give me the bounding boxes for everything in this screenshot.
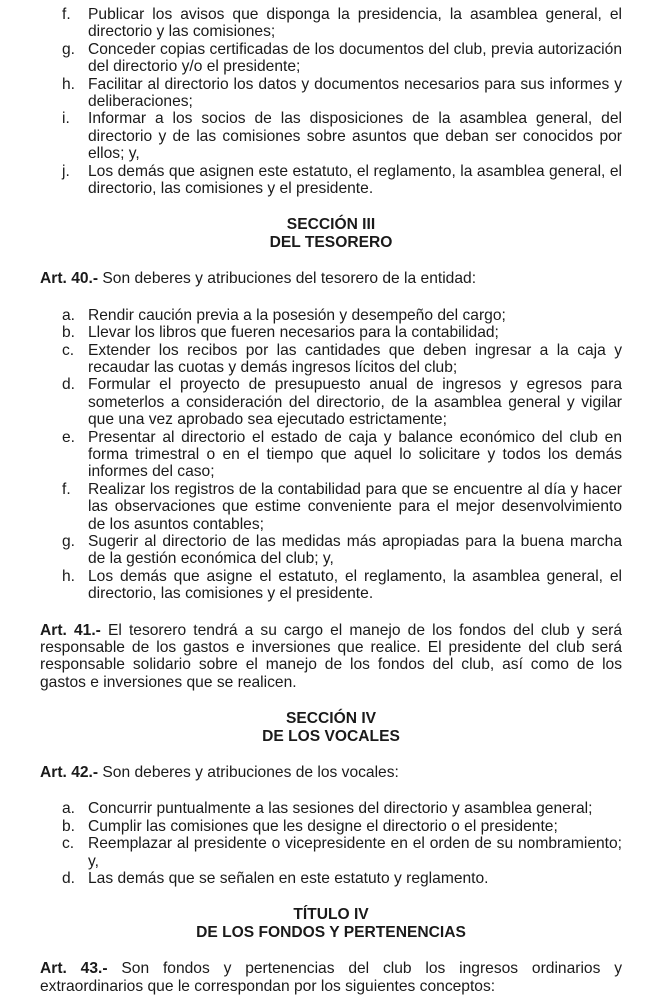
section-number: SECCIÓN IV [285,710,377,728]
article-text: El tesorero tendrá a su cargo el manejo de los fondos del club y será responsable de los gastos e inversiones que realice. El presidente del club será responsable solidario sobre el manejo de los fondos del club, así como de los gastos e inversiones que se realicen. [40,621,622,691]
list-item [40,481,622,533]
item-marker: c. [62,835,75,853]
title-heading [40,906,622,941]
item-text: Cumplir las comisiones que les designe el directorio o el presidente; [88,817,558,835]
title-name: DE LOS FONDOS Y PERTENENCIAS [196,923,466,941]
item-marker: h. [62,567,76,585]
article-label: Art. 43.- [40,960,108,978]
item-text: Realizar los registros de la contabilidad para que se encuentre al día y hacer las observaciones que estime conveniente para el mejor desenvolvimiento de los asuntos contables; [88,480,622,533]
item-marker: a. [62,800,76,818]
list-item [40,835,622,870]
item-marker: g. [62,40,76,58]
item-text: Reemplazar al presidente o vicepresidente en el orden de su nombramiento; y, [88,835,622,870]
item-marker: e. [62,428,76,446]
item-marker: d. [62,870,76,888]
section-title: DE LOS VOCALES [262,727,400,745]
item-text: Rendir caución previa a la posesión y desempeño del cargo; [88,306,506,324]
item-marker: i. [62,110,70,128]
item-text: Informar a los socios de las disposiciones de la asamblea general, del directorio y de las comisiones sobre asuntos que deban ser conocidos por ellos; y, [88,110,622,163]
item-text: Publicar los avisos que disponga la presidencia, la asamblea general, el directorio y las comisiones; [88,6,622,41]
section-number: SECCIÓN III [286,216,376,234]
list-item [40,818,622,835]
item-marker: c. [62,341,75,359]
item-marker: f. [62,6,71,23]
item-text: Formular el proyecto de presupuesto anual de ingresos y egresos para someterlos a consideración del directorio, de la asamblea general y vigilar que una vez aprobado sea ejecutado estrictamente; [88,376,622,429]
item-text: Conceder copias certificadas de los documentos del club, previa autorización del directorio y/o el presidente; [88,40,622,76]
list-item [40,110,622,162]
list-item [40,307,622,324]
article-42 [40,764,622,781]
article-text: Son deberes y atribuciones de los vocales: [98,764,399,782]
item-text: Las demás que se señalen en este estatuto y reglamento. [88,870,489,888]
list-item [40,342,622,377]
article-label: Art. 40.- [40,270,99,288]
item-marker: j. [62,162,70,180]
item-marker: f. [62,480,71,498]
section-title: DEL TESORERO [269,233,393,251]
list-item [40,800,622,817]
article-text: Son fondos y pertenencias del club los ingresos ordinarios y extraordinarios que le correspondan por los siguientes conceptos: [40,960,623,995]
art42-list [40,800,622,887]
list-item [40,429,622,481]
article-43 [40,960,622,995]
item-marker: h. [62,75,76,93]
list-item [40,163,622,198]
article-40 [40,270,622,287]
list-item [40,76,622,111]
item-text: Facilitar al directorio los datos y documentos necesarios para sus informes y deliberaciones; [88,75,622,111]
article-label: Art. 41.- [40,621,101,639]
item-marker: a. [62,306,76,324]
item-marker: b. [62,817,76,835]
item-text: Presentar al directorio el estado de caja y balance económico del club en forma trimestral o en el tiempo que aquel lo solicitare y todos los demás informes del caso; [88,428,622,481]
article-41 [40,622,622,692]
item-text: Los demás que asigne el estatuto, el reglamento, la asamblea general, el directorio, las comisiones y el presidente. [88,567,622,603]
art40-list [40,307,622,603]
list-item [40,533,622,568]
section-heading [40,710,622,745]
item-text: Extender los recibos por las cantidades que deben ingresar a la caja y recaudar las cuotas y demás ingresos lícitos del club; [88,341,622,376]
title-number: TÍTULO IV [293,906,369,924]
item-text: Los demás que asignen este estatuto, el reglamento, la asamblea general, el directorio, las comisiones y el presidente. [88,162,622,198]
item-text: Sugerir al directorio de las medidas más apropiadas para la buena marcha de la gestión económica del club; y, [88,532,622,568]
list-item [40,376,622,428]
article-text: Son deberes y atribuciones del tesorero de la entidad: [98,270,477,288]
list-item [40,6,622,41]
item-marker: g. [62,532,76,550]
top-list [40,6,622,197]
item-marker: b. [62,324,76,342]
list-item [40,324,622,341]
item-text: Concurrir puntualmente a las sesiones del directorio y asamblea general; [88,800,593,818]
item-text: Llevar los libros que fueren necesarios para la contabilidad; [88,324,499,342]
list-item [40,41,622,76]
article-label: Art. 42.- [40,764,99,782]
item-marker: d. [62,376,76,394]
list-item [40,568,622,603]
section-heading [40,216,622,251]
list-item [40,870,622,887]
